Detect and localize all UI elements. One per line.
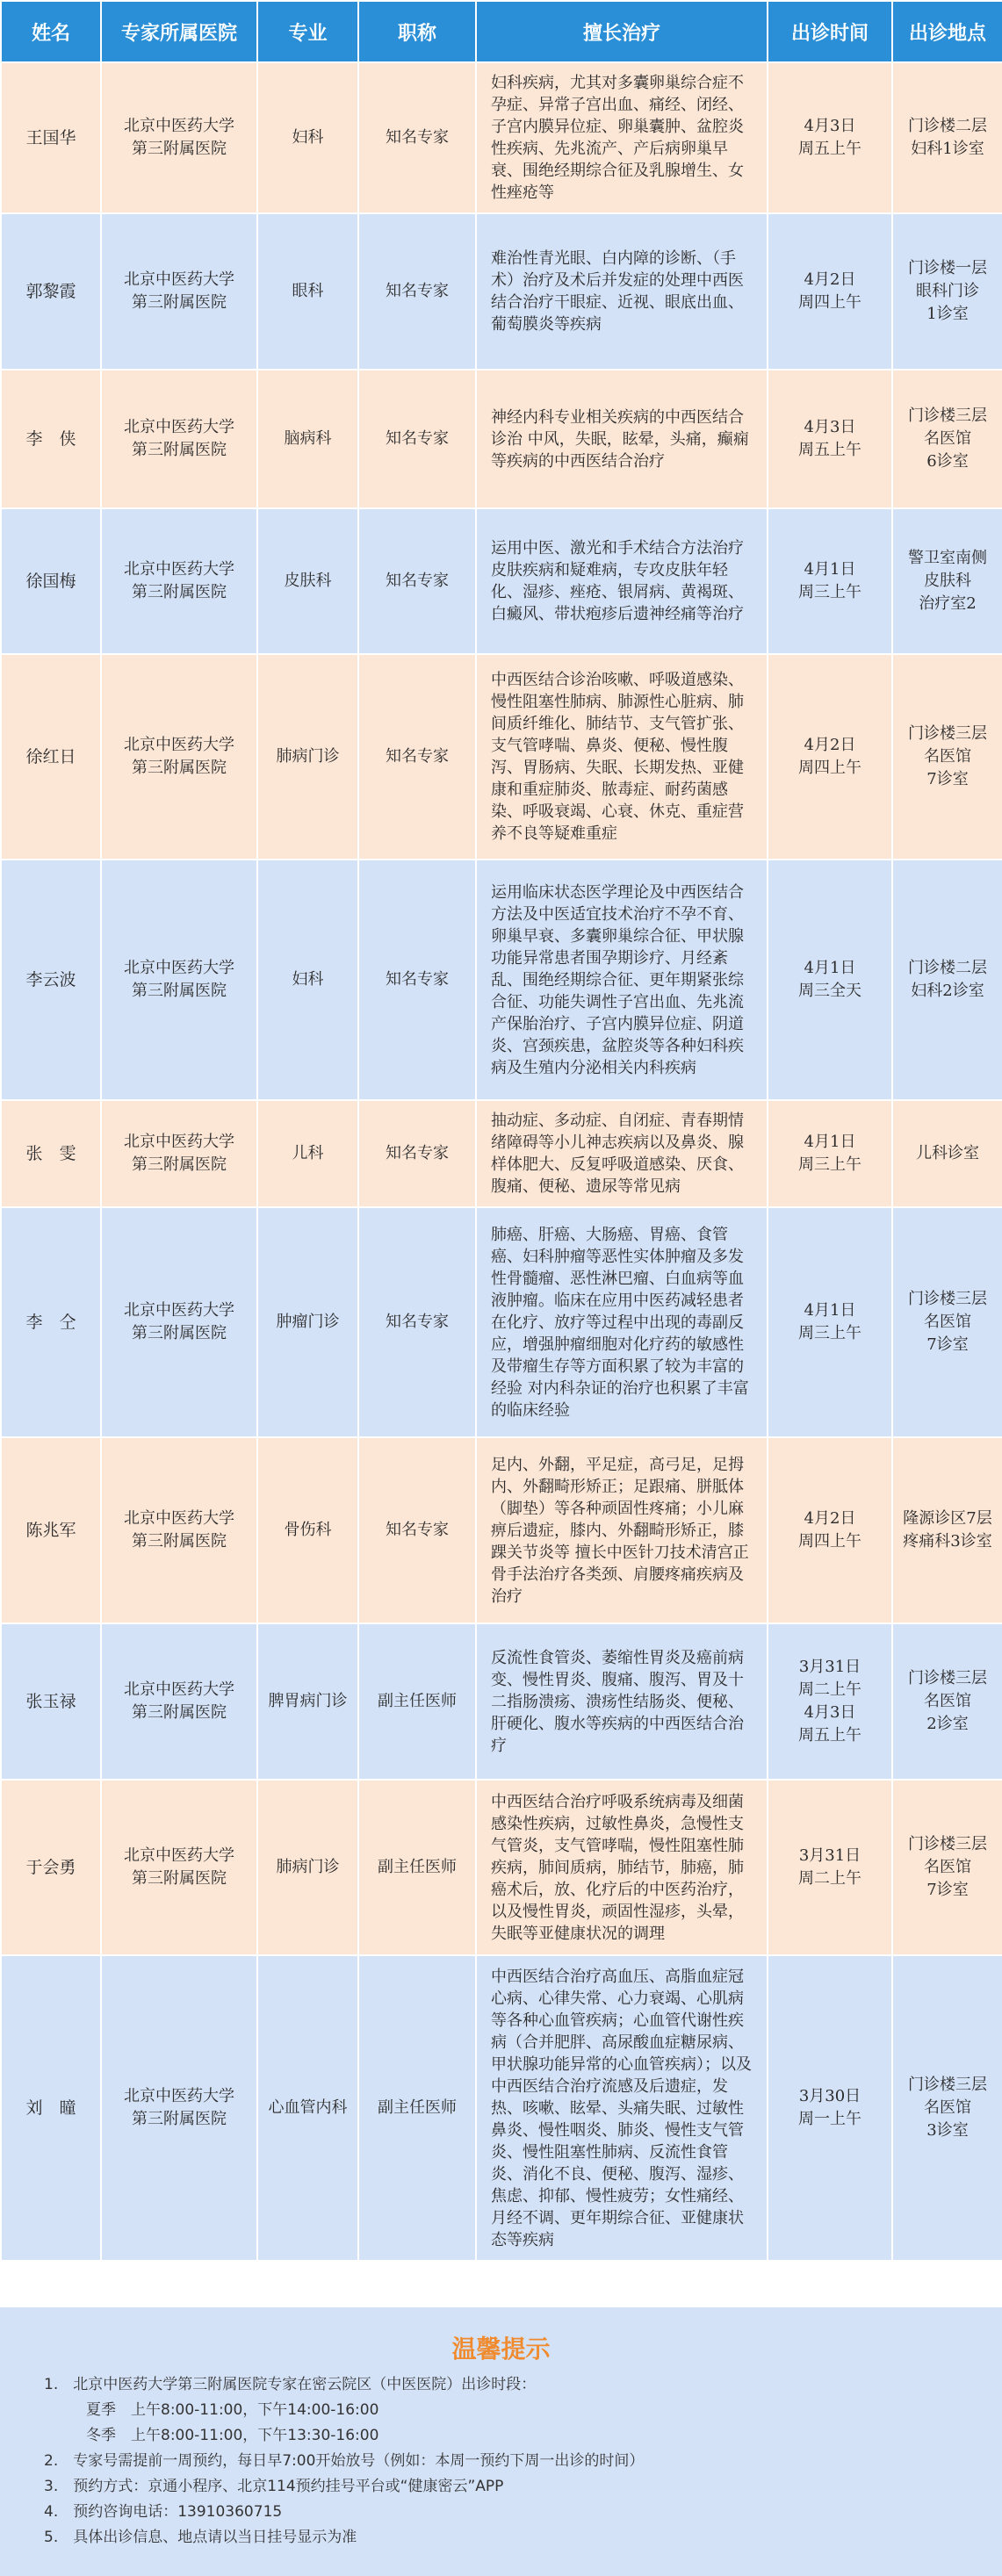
cell-line: 北京中医药大学 bbox=[124, 2087, 234, 2105]
cell-line: 名医馆 bbox=[924, 1313, 971, 1331]
cell-line: 3诊室 bbox=[926, 2121, 969, 2140]
location-cell bbox=[892, 1100, 1002, 1207]
cell-line: 北京中医药大学 bbox=[124, 959, 234, 977]
cell-line: 第三附属医院 bbox=[132, 2110, 227, 2128]
cell-line: 眼科门诊 bbox=[916, 282, 979, 300]
table-row bbox=[1, 1100, 1002, 1207]
title-cell: 知名专家 bbox=[358, 1207, 476, 1437]
title-cell: 知名专家 bbox=[358, 213, 476, 370]
location-cell bbox=[892, 654, 1002, 860]
time-cell bbox=[768, 1100, 892, 1207]
department-cell: 骨伤科 bbox=[257, 1437, 358, 1623]
doctor-name: 张 雯 bbox=[1, 1100, 101, 1207]
specialty-cell: 神经内科专业相关疾病的中西医结合诊治 中风，失眠，眩晕，头痛，癫痫等疾病的中西医结合治疗 bbox=[476, 370, 768, 508]
hospital-cell bbox=[101, 1207, 257, 1437]
hospital-cell bbox=[101, 860, 257, 1100]
specialty-cell: 反流性食管炎、萎缩性胃炎及癌前病变、慢性胃炎、腹痛、腹泻、胃及十二指肠溃疡、溃疡性结肠炎、便秘、肝硬化、腹水等疾病的中西医结合治疗 bbox=[476, 1623, 768, 1780]
cell-line: 第三附属医院 bbox=[132, 1703, 227, 1722]
hospital-cell bbox=[101, 62, 257, 213]
specialty-cell: 抽动症、多动症、自闭症、青春期情绪障碍等小儿神志疾病以及鼻炎、腺样体肥大、反复呼吸道感染、厌食、腹痛、便秘、遗尿等常见病 bbox=[476, 1100, 768, 1207]
cell-line: 第三附属医院 bbox=[132, 1532, 227, 1551]
table-row bbox=[1, 860, 1002, 1100]
location-cell bbox=[892, 1623, 1002, 1780]
cell-line: 警卫室南侧 bbox=[908, 549, 987, 567]
specialty-cell: 肺癌、肝癌、大肠癌、胃癌、食管癌、妇科肿瘤等恶性实体肿瘤及多发性骨髓瘤、恶性淋巴瘤、白血病等血液肿瘤。临床在应用中医药减轻患者在化疗、放疗等过程中出现的毒副反应，增强肿瘤细胞对化疗药的敏感性及带瘤生存等方面积累了较为丰富的经验 对内科杂证的治疗也积累了丰富的临床经验 bbox=[476, 1207, 768, 1437]
cell-line: 4月3日 bbox=[804, 1703, 856, 1722]
location-cell bbox=[892, 62, 1002, 213]
time-cell bbox=[768, 860, 892, 1100]
cell-line: 北京中医药大学 bbox=[124, 418, 234, 436]
time-cell bbox=[768, 62, 892, 213]
department-cell: 眼科 bbox=[257, 213, 358, 370]
department-cell: 儿科 bbox=[257, 1100, 358, 1207]
location-cell bbox=[892, 1207, 1002, 1437]
doctor-name: 张玉禄 bbox=[1, 1623, 101, 1780]
location-cell bbox=[892, 213, 1002, 370]
tip-sub-item: 冬季 上午8:00-11:00，下午13:30-16:00 bbox=[86, 2427, 379, 2444]
cell-line: 4月3日 bbox=[804, 418, 856, 436]
cell-line: 4月1日 bbox=[804, 959, 856, 977]
cell-line: 门诊楼三层 bbox=[908, 2076, 987, 2094]
specialty-cell: 运用临床状态医学理论及中西医结合方法及中医适宜技术治疗不孕不育、卵巢早衰、多囊卵巢综合征、甲状腺功能异常患者围孕期诊疗、月经紊乱、围绝经期综合征、更年期紧张综合征、功能失调性子宫出血、先兆流产保胎治疗、子宫内膜异位症、阴道炎、宫颈疾患，盆腔炎等各种妇科疾病及生殖内分泌相关内科疾病 bbox=[476, 860, 768, 1100]
cell-line: 治疗室2 bbox=[919, 594, 977, 613]
location-cell bbox=[892, 860, 1002, 1100]
table-row bbox=[1, 1207, 1002, 1437]
cell-line: 4月1日 bbox=[804, 1133, 856, 1151]
hospital-cell bbox=[101, 508, 257, 654]
cell-line: 第三附属医院 bbox=[132, 1869, 227, 1888]
cell-line: 北京中医药大学 bbox=[124, 270, 234, 289]
cell-line: 周五上午 bbox=[798, 1726, 861, 1745]
table-row bbox=[1, 1623, 1002, 1780]
tip-item: 1. 北京中医药大学第三附属医院专家在密云院区（中医医院）出诊时段： bbox=[44, 2376, 537, 2393]
cell-line: 3月31日 bbox=[798, 1658, 861, 1676]
cell-line: 6诊室 bbox=[926, 452, 969, 471]
tips-list bbox=[44, 2372, 975, 2551]
specialty-cell: 难治性青光眼、白内障的诊断、（手术）治疗及术后并发症的处理中西医结合治疗干眼症、近视、眼底出血、葡萄膜炎等疾病 bbox=[476, 213, 768, 370]
cell-line: 周四上午 bbox=[798, 293, 861, 312]
cell-line: 第三附属医院 bbox=[132, 982, 227, 1000]
cell-line: 第三附属医院 bbox=[132, 140, 227, 158]
cell-line: 4月2日 bbox=[804, 736, 856, 754]
title-cell: 副主任医师 bbox=[358, 1955, 476, 2261]
cell-line: 周三上午 bbox=[798, 583, 861, 601]
cell-line: 第三附属医院 bbox=[132, 583, 227, 601]
cell-line: 第三附属医院 bbox=[132, 293, 227, 312]
department-cell: 脑病科 bbox=[257, 370, 358, 508]
table-row bbox=[1, 508, 1002, 654]
cell-line: 4月1日 bbox=[804, 560, 856, 579]
cell-line: 7诊室 bbox=[926, 770, 969, 788]
table-row bbox=[1, 1780, 1002, 1955]
title-cell: 知名专家 bbox=[358, 62, 476, 213]
cell-line: 第三附属医院 bbox=[132, 1324, 227, 1342]
specialty-cell: 中西医结合治疗呼吸系统病毒及细菌感染性疾病，过敏性鼻炎，急慢性支气管炎，支气管哮喘，慢性阻塞性肺疾病，肺间质病，肺结节，肺癌，肺癌术后，放、化疗后的中医药治疗，以及慢性胃炎，顽固性湿疹，头晕，失眠等亚健康状况的调理 bbox=[476, 1780, 768, 1955]
department-cell: 妇科 bbox=[257, 860, 358, 1100]
doctor-name: 李云波 bbox=[1, 860, 101, 1100]
cell-line: 门诊楼二层 bbox=[908, 117, 987, 135]
tip-item: 4. 预约咨询电话：13910360715 bbox=[44, 2503, 283, 2521]
cell-line: 名医馆 bbox=[924, 2098, 971, 2117]
cell-line: 门诊楼三层 bbox=[908, 1835, 987, 1853]
time-cell bbox=[768, 213, 892, 370]
cell-line: 门诊楼三层 bbox=[908, 407, 987, 425]
tip-sub-item: 夏季 上午8:00-11:00，下午14:00-16:00 bbox=[86, 2401, 379, 2419]
cell-line: 北京中医药大学 bbox=[124, 1680, 234, 1699]
cell-line: 北京中医药大学 bbox=[124, 117, 234, 135]
title-cell: 副主任医师 bbox=[358, 1623, 476, 1780]
cell-line: 周五上午 bbox=[798, 441, 861, 459]
specialty-cell: 中西医结合治疗高血压、高脂血症冠心病、心律失常、心力衰竭、心肌病等各种心血管疾病；心血管代谢性疾病（合并肥胖、高尿酸血症糖尿病、甲状腺功能异常的心血管疾病）；以及中西医结合治疗流感及后遗症，发热、咳嗽、眩晕、头痛失眠、过敏性鼻炎、慢性咽炎、肺炎、慢性支气管炎、慢性阻塞性肺病、反流性食管炎、消化不良、便秘、腹泻、湿疹、焦虑、抑郁、慢性疲劳；女性痛经、月经不调、更年期综合征、亚健康状态等疾病 bbox=[476, 1955, 768, 2261]
department-cell: 肿瘤门诊 bbox=[257, 1207, 358, 1437]
table-row bbox=[1, 1437, 1002, 1623]
cell-line: 3月31日 bbox=[798, 1846, 861, 1865]
cell-line: 北京中医药大学 bbox=[124, 736, 234, 754]
cell-line: 周三上午 bbox=[798, 1155, 861, 1174]
doctor-name: 李 侠 bbox=[1, 370, 101, 508]
cell-line: 周二上午 bbox=[798, 1869, 861, 1888]
tips-panel bbox=[0, 2307, 1002, 2576]
cell-line: 周五上午 bbox=[798, 140, 861, 158]
table-row bbox=[1, 62, 1002, 213]
cell-line: 第三附属医院 bbox=[132, 441, 227, 459]
cell-line: 4月2日 bbox=[804, 270, 856, 289]
cell-line: 7诊室 bbox=[926, 1881, 969, 1899]
cell-line: 周三全天 bbox=[798, 982, 861, 1000]
hospital-cell bbox=[101, 1100, 257, 1207]
header-hospital: 专家所属医院 bbox=[101, 1, 257, 62]
hospital-cell bbox=[101, 1780, 257, 1955]
department-cell: 心血管内科 bbox=[257, 1955, 358, 2261]
cell-line: 周四上午 bbox=[798, 1532, 861, 1551]
location-cell bbox=[892, 508, 1002, 654]
header-title: 职称 bbox=[358, 1, 476, 62]
cell-line: 北京中医药大学 bbox=[124, 1301, 234, 1320]
hospital-cell bbox=[101, 370, 257, 508]
time-cell bbox=[768, 508, 892, 654]
hospital-cell bbox=[101, 1955, 257, 2261]
header-name: 姓名 bbox=[1, 1, 101, 62]
cell-line: 门诊楼三层 bbox=[908, 1290, 987, 1308]
cell-line: 北京中医药大学 bbox=[124, 1846, 234, 1865]
cell-line: 门诊楼三层 bbox=[908, 724, 987, 743]
tip-item: 3. 预约方式：京通小程序、北京114预约挂号平台或“健康密云”APP bbox=[44, 2478, 504, 2495]
cell-line: 妇科2诊室 bbox=[911, 982, 984, 1000]
doctor-name: 刘 曈 bbox=[1, 1955, 101, 2261]
cell-line: 周一上午 bbox=[798, 2110, 861, 2128]
title-cell: 知名专家 bbox=[358, 1437, 476, 1623]
cell-line: 2诊室 bbox=[926, 1715, 969, 1733]
cell-line: 北京中医药大学 bbox=[124, 1133, 234, 1151]
location-cell bbox=[892, 1437, 1002, 1623]
header-specialty: 擅长治疗 bbox=[476, 1, 768, 62]
cell-line: 门诊楼一层 bbox=[908, 259, 987, 277]
cell-line: 3月30日 bbox=[798, 2087, 861, 2105]
time-cell bbox=[768, 1437, 892, 1623]
specialty-cell: 妇科疾病，尤其对多囊卵巢综合症不孕症、异常子宫出血、痛经、闭经、子宫内膜异位症、卵巢囊肿、盆腔炎性疾病、先兆流产、产后病卵巢早衰、围绝经期综合征及乳腺增生、女性痤疮等 bbox=[476, 62, 768, 213]
cell-line: 北京中医药大学 bbox=[124, 560, 234, 579]
cell-line: 1诊室 bbox=[926, 305, 969, 323]
cell-line: 皮肤科 bbox=[924, 572, 971, 590]
hospital-cell bbox=[101, 1623, 257, 1780]
time-cell bbox=[768, 654, 892, 860]
table-row bbox=[1, 213, 1002, 370]
department-cell: 妇科 bbox=[257, 62, 358, 213]
doctor-name: 陈兆军 bbox=[1, 1437, 101, 1623]
time-cell bbox=[768, 1955, 892, 2261]
cell-line: 名医馆 bbox=[924, 1858, 971, 1876]
location-cell bbox=[892, 1780, 1002, 1955]
hospital-cell bbox=[101, 213, 257, 370]
cell-line: 妇科1诊室 bbox=[911, 140, 984, 158]
time-cell bbox=[768, 370, 892, 508]
cell-line: 周三上午 bbox=[798, 1324, 861, 1342]
cell-line: 门诊楼三层 bbox=[908, 1669, 987, 1687]
specialty-cell: 中西医结合诊治咳嗽、呼吸道感染、慢性阻塞性肺病、肺源性心脏病、肺间质纤维化、肺结节、支气管扩张、支气管哮喘、鼻炎、便秘、慢性腹泻、胃肠病、失眠、长期发热、亚健康和重症肺炎、脓毒症、耐药菌感染、呼吸衰竭、心衰、休克、重症营养不良等疑难重症 bbox=[476, 654, 768, 860]
location-cell bbox=[892, 370, 1002, 508]
hospital-cell bbox=[101, 654, 257, 860]
doctor-name: 李 仝 bbox=[1, 1207, 101, 1437]
department-cell: 肺病门诊 bbox=[257, 654, 358, 860]
table-row bbox=[1, 1955, 1002, 2261]
department-cell: 肺病门诊 bbox=[257, 1780, 358, 1955]
cell-line: 名医馆 bbox=[924, 429, 971, 448]
cell-line: 门诊楼二层 bbox=[908, 959, 987, 977]
title-cell: 副主任医师 bbox=[358, 1780, 476, 1955]
cell-line: 隆源诊区7层 bbox=[903, 1509, 992, 1528]
table-row bbox=[1, 370, 1002, 508]
table-row bbox=[1, 654, 1002, 860]
cell-line: 北京中医药大学 bbox=[124, 1509, 234, 1528]
cell-line: 4月3日 bbox=[804, 117, 856, 135]
cell-line: 周四上午 bbox=[798, 759, 861, 777]
location-cell bbox=[892, 1955, 1002, 2261]
cell-line: 4月2日 bbox=[804, 1509, 856, 1528]
title-cell: 知名专家 bbox=[358, 508, 476, 654]
time-cell bbox=[768, 1207, 892, 1437]
cell-line: 第三附属医院 bbox=[132, 1155, 227, 1174]
table-header-row bbox=[1, 1, 1002, 62]
cell-line: 7诊室 bbox=[926, 1335, 969, 1354]
cell-line: 名医馆 bbox=[924, 1692, 971, 1710]
cell-line: 第三附属医院 bbox=[132, 759, 227, 777]
doctor-name: 徐国梅 bbox=[1, 508, 101, 654]
title-cell: 知名专家 bbox=[358, 654, 476, 860]
title-cell: 知名专家 bbox=[358, 370, 476, 508]
tip-item: 2. 专家号需提前一周预约，每日早7:00开始放号（例如：本周一预约下周一出诊的时间） bbox=[44, 2452, 645, 2470]
title-cell: 知名专家 bbox=[358, 1100, 476, 1207]
cell-line: 儿科诊室 bbox=[916, 1144, 979, 1162]
doctor-name: 王国华 bbox=[1, 62, 101, 213]
department-cell: 脾胃病门诊 bbox=[257, 1623, 358, 1780]
department-cell: 皮肤科 bbox=[257, 508, 358, 654]
tips-title: 温馨提示 bbox=[451, 2335, 551, 2364]
cell-line: 周二上午 bbox=[798, 1680, 861, 1699]
doctor-name: 郭黎霞 bbox=[1, 213, 101, 370]
specialty-cell: 运用中医、激光和手术结合方法治疗皮肤疾病和疑难病，专攻皮肤年轻化、湿疹、痤疮、银屑病、黄褐斑、白癜风、带状疱疹后遗神经痛等治疗 bbox=[476, 508, 768, 654]
cell-line: 名医馆 bbox=[924, 747, 971, 766]
header-department: 专业 bbox=[257, 1, 358, 62]
doctor-name: 徐红日 bbox=[1, 654, 101, 860]
time-cell bbox=[768, 1780, 892, 1955]
tip-item: 5. 具体出诊信息、地点请以当日挂号显示为准 bbox=[44, 2529, 357, 2546]
specialty-cell: 足内、外翻，平足症，高弓足，足拇内、外翻畸形矫正；足跟痛、胼胝体（脚垫）等各种顽固性疼痛；小儿麻痹后遗症，膝内、外翻畸形矫正，膝踝关节炎等 擅长中医针刀技术清宫正骨手法治疗各类颈、肩腰疼痛疾病及治疗 bbox=[476, 1437, 768, 1623]
title-cell: 知名专家 bbox=[358, 860, 476, 1100]
doctor-name: 于会勇 bbox=[1, 1780, 101, 1955]
cell-line: 4月1日 bbox=[804, 1301, 856, 1320]
hospital-cell bbox=[101, 1437, 257, 1623]
time-cell bbox=[768, 1623, 892, 1780]
cell-line: 疼痛科3诊室 bbox=[903, 1532, 992, 1551]
header-time: 出诊时间 bbox=[768, 1, 892, 62]
header-location: 出诊地点 bbox=[892, 1, 1002, 62]
